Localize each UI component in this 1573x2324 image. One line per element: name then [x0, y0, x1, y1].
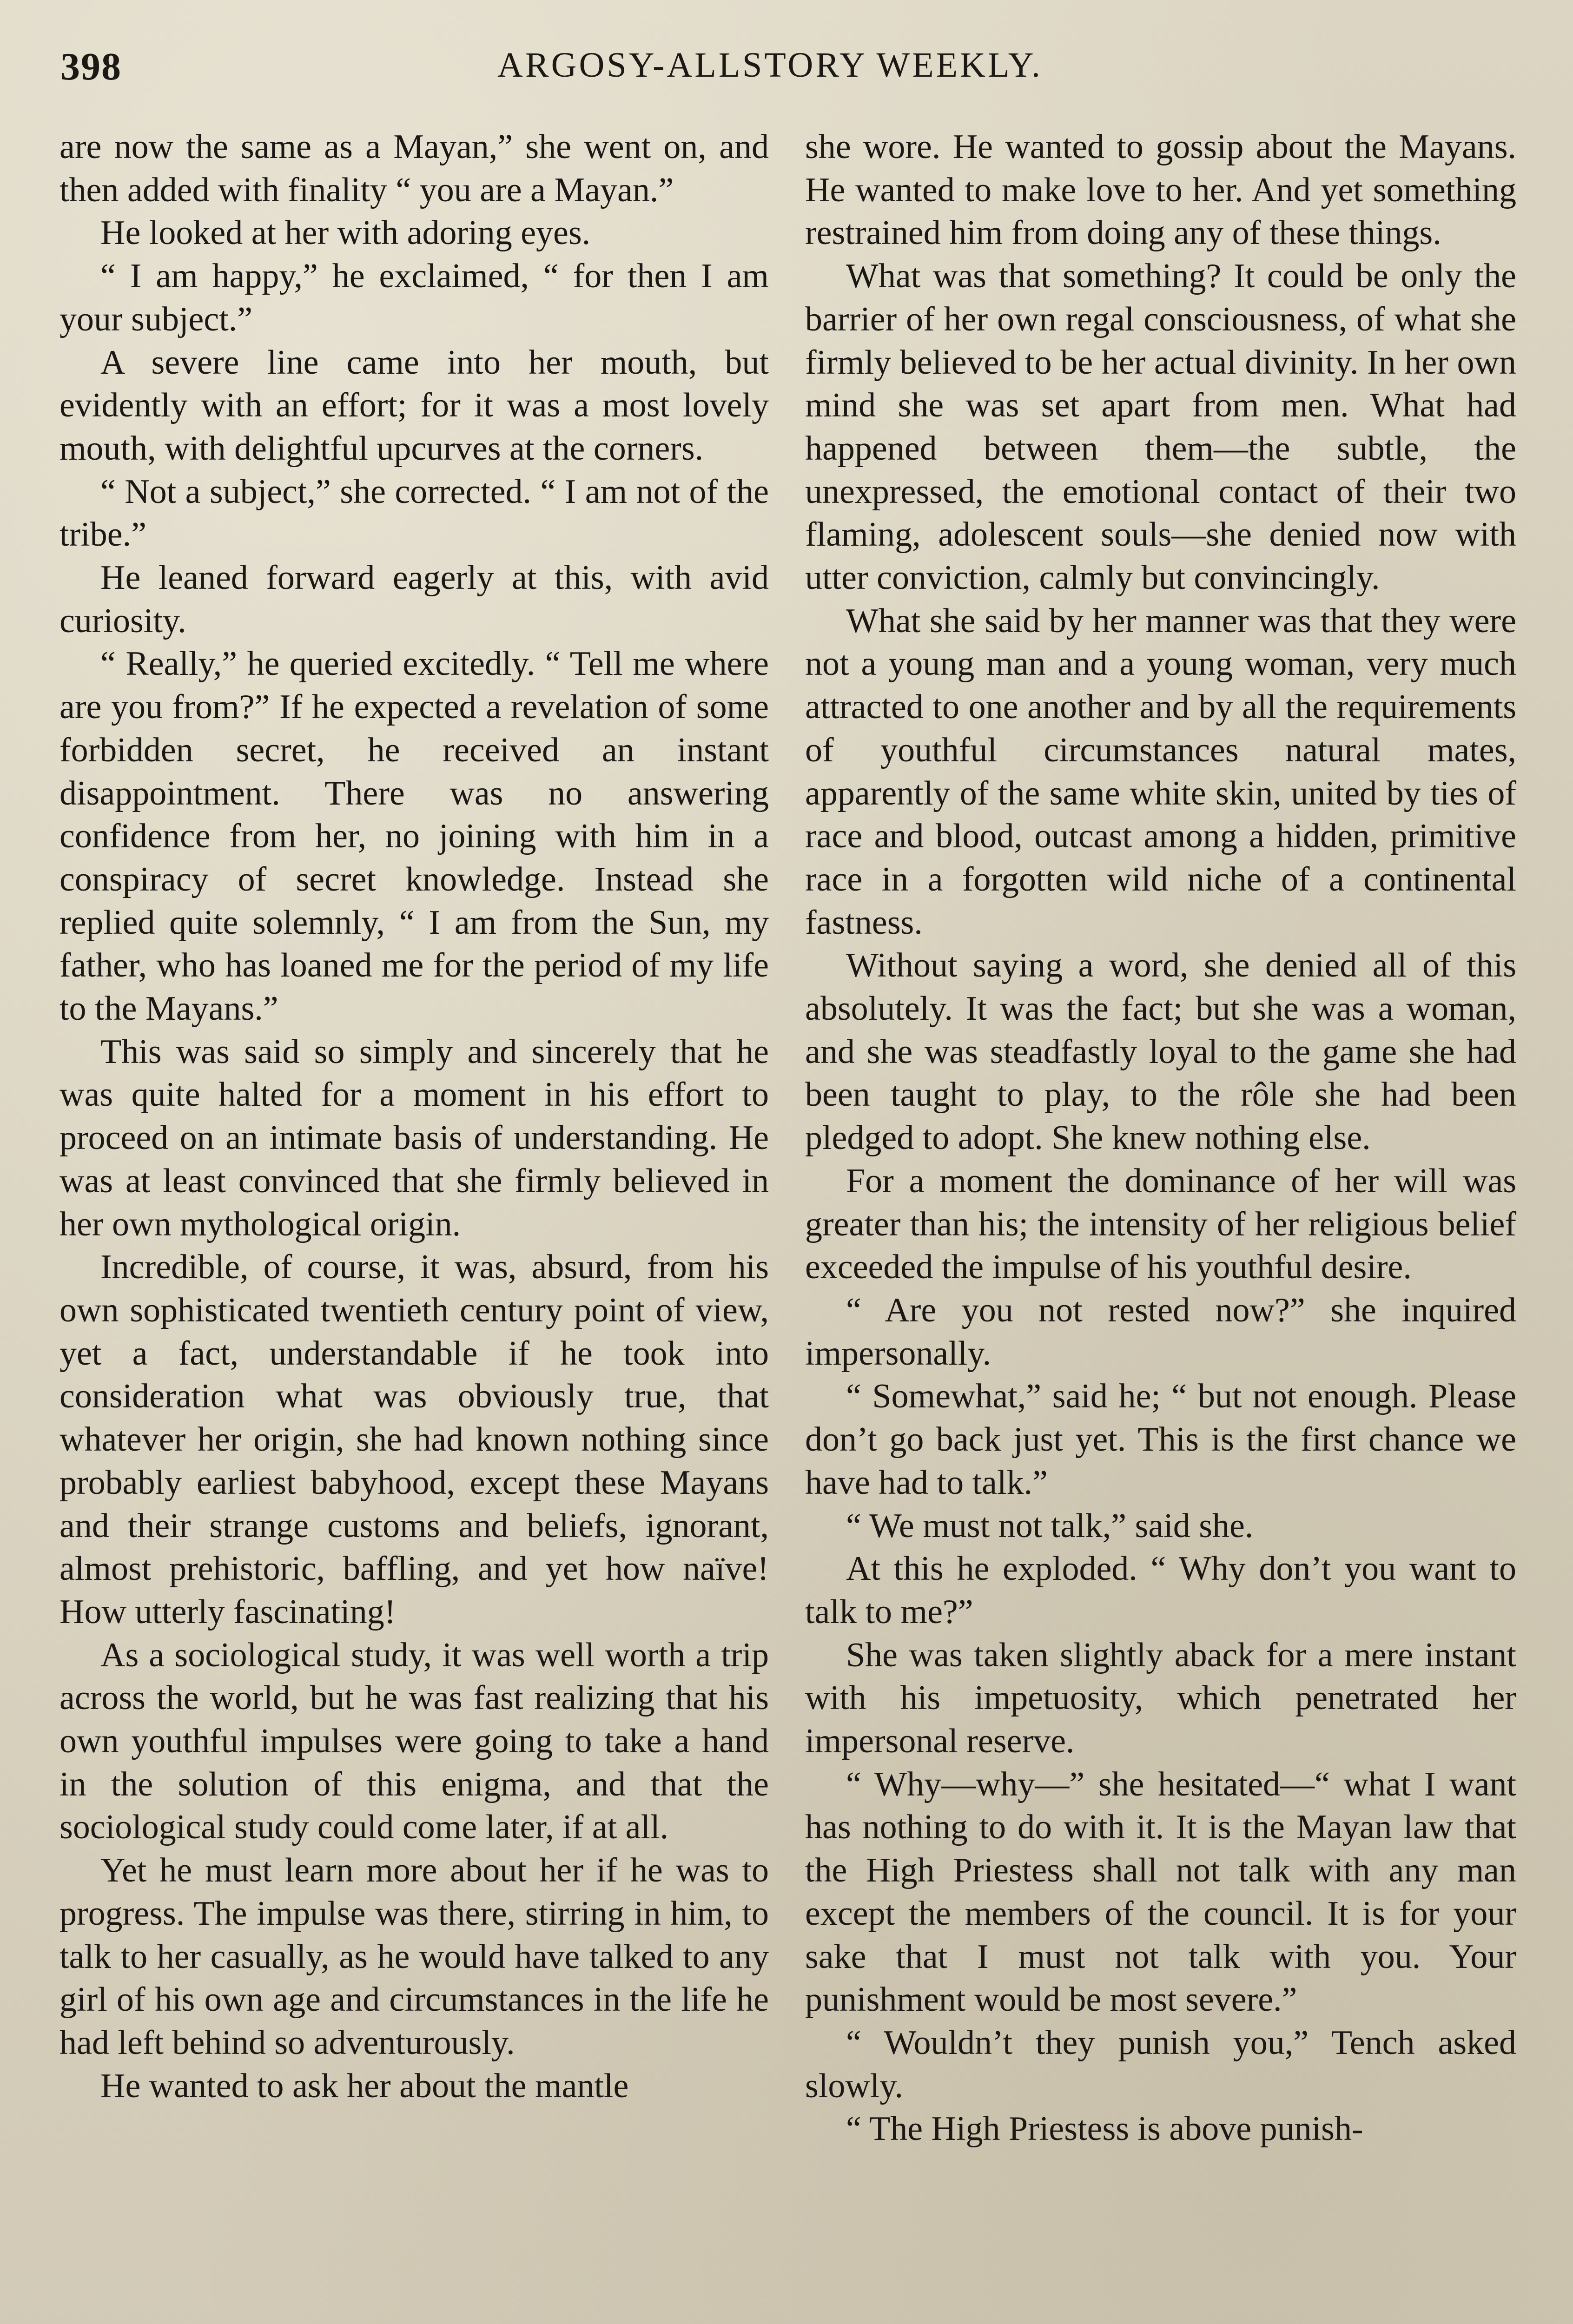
paragraph: Without saying a word, she denied all of this absolutely. It was the fact; but she was a woman, and she was steadfastly loyal to the game she had been taught to play, to the rôle she had been pledged to adopt. She knew nothing else. — [805, 946, 1516, 1157]
left-column — [59, 125, 769, 2107]
paragraph: “ The High Priestess is above punish- — [846, 2110, 1363, 2148]
paragraph: At this he exploded. “ Why don’t you want to talk to me?” — [805, 1550, 1516, 1631]
paragraph: He looked at her with adoring eyes. — [100, 214, 591, 252]
paragraph: She was taken slightly aback for a mere instant with his impetuosity, which penetrated her impersonal reserve. — [805, 1636, 1516, 1761]
paragraph: This was said so simply and sincerely that he was quite halted for a moment in his effort to proceed on an intimate basis of understanding. He was at least convinced that she firmly believed in her own mythological origin. — [59, 1032, 769, 1243]
paragraph: “ Wouldn’t they punish you,” Tench asked slowly. — [805, 2023, 1516, 2105]
paragraph: Yet he must learn more about her if he was to progress. The impulse was there, stirring in him, to talk to her casually, as he would have talked to any girl of his own age and circumstances in the life he had left behind so adventurously. — [59, 1851, 769, 2062]
paragraph: A severe line came into her mouth, but evidently with an effort; for it was a most lovely mouth, with delightful upcurves at the corners. — [59, 343, 769, 468]
paragraph: What was that something? It could be only the barrier of her own regal consciousness, of what she firmly believed to be her actual divinity. In her own mind she was set apart from men. What had happened between them—the subtle, the unexpressed, the emotional contact of their two flaming, adolescent souls—she denied now with utter conviction, calmly but convincingly. — [805, 257, 1516, 597]
running-head: ARGOSY-ALLSTORY WEEKLY. — [497, 46, 1043, 85]
paragraph: Incredible, of course, it was, absurd, from his own sophisticated twentieth century point of view, yet a fact, understandable if he took into consideration what was obviously true, that whatever her origin, she had known nothing since probably earliest babyhood, except these Mayans and their strange customs and beliefs, ignorant, almost prehistoric, baffling, and yet how naïve! How utterly fascinating! — [59, 1248, 769, 1631]
paragraph: For a moment the dominance of her will was greater than his; the intensity of her religious belief exceeded the impulse of his youthful desire. — [805, 1162, 1516, 1287]
paragraph: “ Not a subject,” she corrected. “ I am not of the tribe.” — [59, 472, 769, 554]
page-header — [60, 44, 1515, 100]
paragraph: “ We must not talk,” said she. — [846, 1506, 1254, 1545]
paragraph: “ Are you not rested now?” she inquired impersonally. — [805, 1291, 1516, 1373]
paragraph: He wanted to ask her about the mantle — [100, 2067, 629, 2105]
paragraph: “ Somewhat,” said he; “ but not enough. Please don’t go back just yet. This is the first chance we have had to talk.” — [805, 1377, 1516, 1502]
paragraph: “ Really,” he queried excitedly. “ Tell me where are you from?” If he expected a revelation of some forbidden secret, he received an instant disappointment. There was no answering confidence from her, no joining with him in a conspiracy of secret knowledge. Instead she replied quite solemnly, “ I am from the Sun, my father, who has loaned me for the period of my life to the Mayans.” — [59, 645, 769, 1028]
paragraph: are now the same as a Mayan,” she went on, and then added with finality “ you are a Mayan.” — [59, 128, 769, 209]
right-column — [805, 125, 1516, 2151]
page-number: 398 — [60, 45, 122, 88]
paragraph: He leaned forward eagerly at this, with avid curiosity. — [59, 559, 769, 640]
paragraph: she wore. He wanted to gossip about the Mayans. He wanted to make love to her. And yet something restrained him from doing any of these things. — [805, 128, 1516, 252]
paragraph: What she said by her manner was that they were not a young man and a young woman, very much attracted to one another and by all the requirements of youthful circumstances natural mates, apparently of the same white skin, united by ties of race and blood, outcast among a hidden, primitive race in a forgotten wild niche of a continental fastness. — [805, 601, 1516, 942]
paragraph: “ Why—why—” she hesitated—“ what I want has nothing to do with it. It is the Mayan law that the High Priestess shall not talk with any man except the members of the council. It is for your sake that I must not talk with you. Your punishment would be most severe.” — [805, 1765, 1516, 2019]
paragraph: As a sociological study, it was well worth a trip across the world, but he was fast realizing that his own youthful impulses were going to take a hand in the solution of this enigma, and that the sociological study could come later, if at all. — [59, 1636, 769, 1847]
paragraph: “ I am happy,” he exclaimed, “ for then I am your subject.” — [59, 257, 769, 338]
